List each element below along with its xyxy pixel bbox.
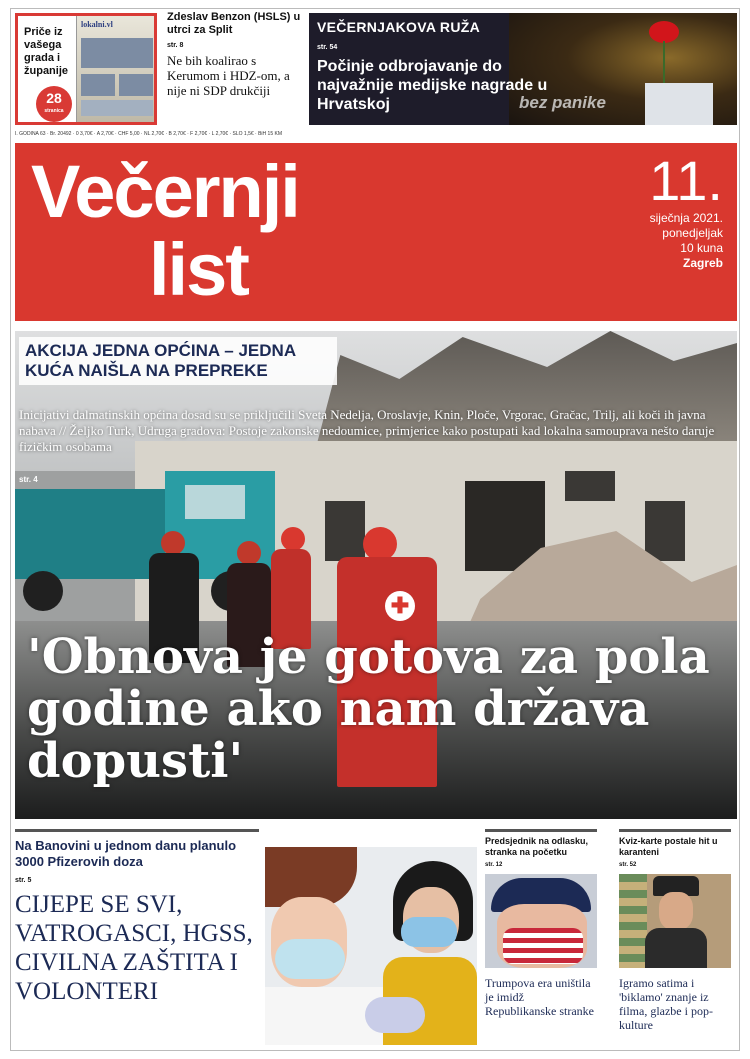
issue-weekday: ponedjeljak [662, 226, 723, 240]
badge-number: 28 [46, 90, 62, 106]
vaccine-story-intro: Na Banovini u jednom danu planulo 3000 Pfizerovih doza [15, 838, 237, 869]
face [659, 892, 693, 930]
logo[interactable] [31, 150, 361, 311]
masthead [15, 143, 737, 321]
main-story-page: str. 4 [19, 475, 38, 484]
issue-city: Zagreb [682, 256, 723, 270]
trump-story[interactable] [485, 829, 597, 1018]
main-story-headline: 'Obnova je gotova za pola godine ako nam država dopusti' [27, 629, 710, 789]
teaser-ruza-body: Počinje odbrojavanje do najvažnije medijske nagrade u Hrvatskoj [317, 58, 548, 113]
trump-story-page: str. 12 [485, 862, 503, 868]
vaccine-story[interactable] [15, 829, 259, 1006]
main-story[interactable] [15, 331, 737, 819]
supplement-cover-masthead: lokalni.vl [81, 20, 113, 29]
section-rule [485, 829, 597, 832]
kviz-photo [619, 874, 731, 968]
section-rule [15, 829, 259, 832]
teaser-politics-page: str. 8 [167, 42, 184, 49]
teaser-politics[interactable] [167, 11, 303, 98]
date-block [649, 151, 723, 271]
issue-day: 11. [649, 149, 723, 212]
trump-story-headline: Predsjednik na odlasku, stranka na početku [485, 836, 589, 857]
teaser-local-text: Priče iz vašega grada i županije [24, 26, 69, 77]
price-line: I. GODINA 63 · Br. 20492 · 0 3,70€ · A 2,70€ · CHF 5,00 · NL 2,70€ · B 2,70€ · F 2,70€ · L 2,70€ · SLO 1,5€ · BiH 15 KM [15, 131, 282, 137]
kviz-story-headline: Kviz-karte postale hit u karanteni [619, 836, 718, 857]
main-story-dek: Inicijativi dalmatinskih općina dosad su se priključili Sveta Nedelja, Oroslavje, Knin, Ploče, Vrgorac, Gračac, Trilj, ali koči ih javna nabava // Željko Turk, Udruga gradova: Postoje zakonske nedoumice, primjerice kako postupati kad lokalna samouprava nešto daruje fizičkim osobama [19, 407, 715, 454]
body [645, 928, 707, 968]
truck-wheel [23, 571, 63, 611]
person-helmet [161, 531, 185, 555]
building-window [325, 501, 365, 561]
kviz-story-page: str. 52 [619, 862, 637, 868]
vaccine-photo [265, 847, 477, 1045]
flag-mask [503, 928, 583, 964]
issue-price: 10 kuna [680, 241, 723, 255]
teaser-ruza-overlay: bez panike [519, 93, 606, 112]
logo-line1: Večernji [31, 150, 299, 233]
teaser-politics-body: Ne bih koalirao s Kerumom i HDZ-om, a nije ni SDP drukčiji [167, 53, 290, 98]
shelf [619, 874, 647, 968]
trump-story-body: Trumpova era uništila je imidž Republikanske stranke [485, 976, 594, 1018]
nurse-mask [275, 939, 345, 979]
rose-icon [649, 21, 679, 43]
person-helmet [363, 527, 397, 561]
vaccine-story-headline: CIJEPE SE SVI, VATROGASCI, HGSS, CIVILNA ZAŠTITA I VOLONTERI [15, 891, 253, 1005]
main-story-kicker: AKCIJA JEDNA OPĆINA – JEDNA KUĆA NAIŠLA NA PREPREKE [19, 337, 337, 385]
person-helmet [281, 527, 305, 551]
kviz-story-body: Igramo satima i 'biklamo' znanje iz filma, glazbe i pop-kulture [619, 976, 713, 1032]
teaser-ruza[interactable] [309, 13, 737, 125]
issue-month-year: siječnja 2021. [649, 211, 723, 225]
person-helmet [237, 541, 261, 565]
section-rule [619, 829, 731, 832]
teaser-ruza-headline: VEČERNJAKOVA RUŽA [317, 19, 481, 35]
vaccine-story-page: str. 5 [15, 877, 32, 884]
cover-photo-block [81, 100, 153, 116]
truck-window [185, 485, 245, 519]
building-window [645, 501, 685, 561]
teaser-local-supplement[interactable] [15, 13, 157, 125]
truck-box [15, 489, 165, 579]
newspaper-front-page [10, 8, 740, 1051]
trump-photo [485, 874, 597, 968]
cover-photo-block [119, 74, 153, 96]
badge-label: stranica [44, 108, 64, 114]
patient-mask [401, 917, 457, 947]
teaser-politics-headline: Zdeslav Benzon (HSLS) u utrci za Split [167, 11, 301, 36]
teaser-ruza-page: str. 54 [317, 44, 338, 51]
cover-photo-block [81, 74, 115, 96]
logo-line2: list [149, 228, 248, 311]
vase [645, 83, 713, 125]
supplement-cover-image [76, 16, 157, 122]
cover-photo-block [81, 38, 153, 68]
nurse-glove [365, 997, 425, 1033]
building-sign [565, 471, 615, 501]
page-count-badge [36, 86, 72, 122]
red-cross-icon: ✚ [385, 591, 415, 621]
kviz-story[interactable] [619, 829, 731, 1032]
